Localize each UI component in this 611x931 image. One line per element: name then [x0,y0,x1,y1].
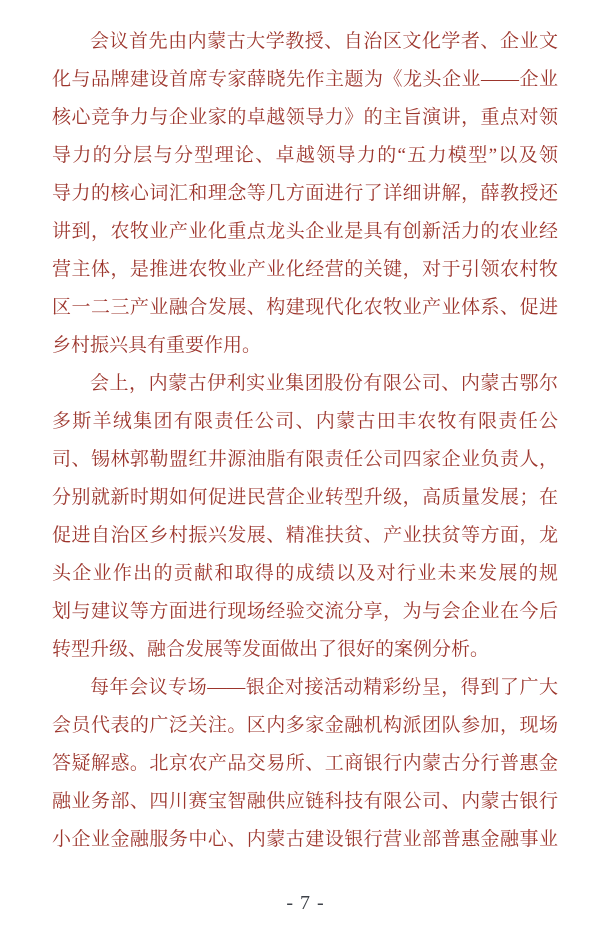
text-line: 讲到，农牧业产业化重点龙头企业是具有创新活力的农业经 [52,221,558,242]
text-line: 融业务部、四川赛宝智融供应链科技有限公司、内蒙古银行 [52,791,558,812]
document-body [52,23,558,859]
text-line: 头企业作出的贡献和取得的成绩以及对行业未来发展的规 [52,563,558,584]
text-line: 会上，内蒙古伊利实业集团股份有限公司、内蒙古鄂尔 [90,373,558,394]
text-line: 导力的核心词汇和理念等几方面进行了详细讲解，薛教授还 [52,183,558,204]
text-line: 导力的分层与分型理论、卓越领导力的“五力模型”以及领 [52,145,558,166]
text-line: 答疑解惑。北京农产品交易所、工商银行内蒙古分行普惠金 [52,753,558,774]
text-line: 小企业金融服务中心、内蒙古建设银行营业部普惠金融事业 [52,829,558,850]
text-line: 会议首先由内蒙古大学教授、自治区文化学者、企业文 [90,31,558,52]
text-line: 司、锡林郭勒盟红井源油脂有限责任公司四家企业负责人， [52,449,558,470]
text-line: 转型升级、融合发展等发面做出了很好的案例分析。 [52,639,490,660]
text-line: 分别就新时期如何促进民营企业转型升级，高质量发展；在 [52,487,558,508]
text-line: 划与建议等方面进行现场经验交流分享，为与会企业在今后 [52,601,558,622]
text-line: 会员代表的广泛关注。区内多家金融机构派团队参加，现场 [52,715,558,736]
text-line: 多斯羊绒集团有限责任公司、内蒙古田丰农牧有限责任公 [52,411,558,432]
page-footer [0,891,611,915]
text-line: 营主体，是推进农牧业产业化经营的关键，对于引领农村牧 [52,259,558,280]
text-line: 促进自治区乡村振兴发展、精准扶贫、产业扶贫等方面，龙 [52,525,558,546]
text-line: 核心竞争力与企业家的卓越领导力》的主旨演讲，重点对领 [52,107,558,128]
text-line: 每年会议专场——银企对接活动精彩纷呈，得到了广大 [90,677,558,698]
text-line: 乡村振兴具有重要作用。 [52,335,262,356]
page-number: - 7 - [286,892,325,914]
text-line: 化与品牌建设首席专家薛晓先作主题为《龙头企业——企业 [52,69,558,90]
text-line: 区一二三产业融合发展、构建现代化农牧业产业体系、促进 [52,297,558,318]
